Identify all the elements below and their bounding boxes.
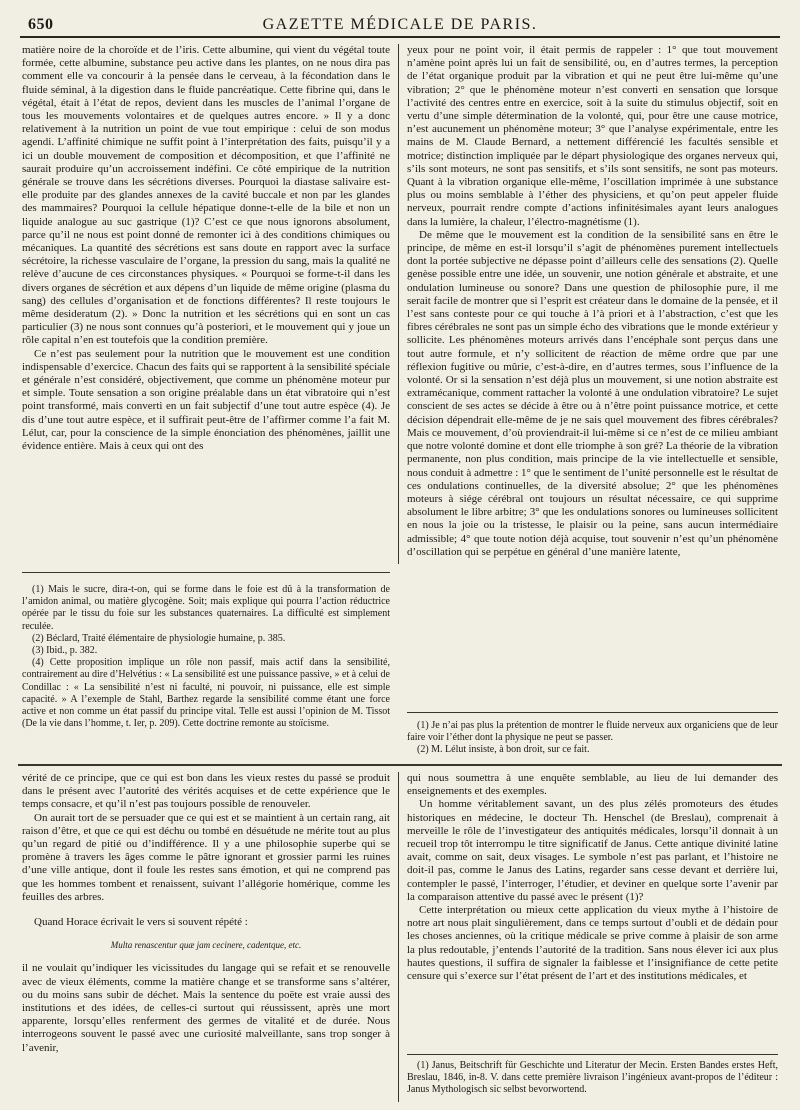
lower-footnote — [407, 1060, 778, 1104]
footnote-rule — [22, 572, 390, 573]
footnotes-left — [22, 584, 390, 734]
paragraph: On aurait tort de se persuader que ce qui est et se maintient à un certain rang, ait raison d’être, et que ce qui est déchu ou tombé en désuétude ne mérite tout au plus qu’un regard de pitié ou d’indifférence. Il y a une philosophie superbe qui se promène à travers les âges comme le pâtre ignorant et grossier parmi les ruines d’une ville antique, dont il foule les restes sans émotion, et qui ne comprend pas que les hommes tombent et renaissent, suivant l’allégorie homérique, comme les feuilles des arbres. — [22, 811, 390, 903]
paragraph: De même que le mouvement est la condition de la sensibilité sans en être le principe, de même en est-il lorsqu’il s’agit de phénomènes purement intellectuels dont la portée subjective ne dépasse point d’ailleurs celle des sensations (2). Quelle genèse possible entre une idée, un souvenir, une notion générale et abstraite, et une ondulation lumineuse ou sonore? Dans une question de philosophie pure, il me serait facile de montrer que si l’esprit est créateur dans le domaine de la pensée, et il l’est sans conteste pour ce qui touche à l’à priori et à l’abstraction, c’est que les fibres cérébrales ne sont pas un simple écho des vibrations que le monde extérieur y sollicite. Les phénomènes moteurs arrivés dans l’encéphale sont perçus dans une tout autre formule, et n’y sollicitent de réaction de même ordre que par une réflexion fugitive ou mûrie, c’est-à-dire, en d’autres termes, sous l’influence de la volonté. Or si la sensation n’est déjà plus un mouvement, si une notion abstraite est extramécanique, comment rattacher la volonté à une ondulation vibratoire? Le sujet conscient de ses actes se décide à être ou à n’être point puissance motrice, et cette décision dépendrait elle-même de je ne sais quel mouvement des fibres cérébrales? Mais ce mouvement, d’où proviendrait-il lui-même si ce n’est de ce milieu ambiant que notre volonté domine et dont elle triomphe à son gré? La théorie de la vibration permanente, non plus condition, mais principe de la vie intellectuelle et sensible, nous conduit à admettre : 1° que le sentiment de l’unité personnelle est le résultat de ces ondulations continuelles, de la diversité absolue; 2° que les phénomènes moteurs à siége cérébral ont toujours un résultat nécessaire, ce qui supprime absolument le libre arbitre; 3° que les ondulations sonores ou lumineuses sollicitent en nous la joie ou la tristesse, le plaisir ou la peine, sans aucun intermédiaire admissible; 4° que toute notion déjà acquise, tout souvenir n’est qu’un phénomène d’oscillation qui se perpétue en général d’une manière latente, — [407, 228, 778, 558]
section-divider — [18, 764, 782, 766]
page-header — [20, 12, 780, 38]
paragraph: il ne voulait qu’indiquer les vicissitudes du langage qui se refait et se renouvelle avec de vieux éléments, comme la matière change et se transforme sans s’altérer, ou du moins sans subir de déchet. Mais la sentence du poëte est vraie aussi des institutions et des idées, de celles-ci surtout qui réussissent, après une mort apparente, lorsqu’elles renferment des germes de vitalité et de durée. Nous interrogeons souvent le passé avec une curiosité malveillante, sans trop songer à l’avenir, — [22, 962, 390, 1054]
paragraph: qui nous soumettra à une enquête semblable, au lieu de lui demander des enseignements et des exemples. — [407, 772, 778, 798]
footnote: (4) Cette proposition implique un rôle non passif, mais actif dans la sensibilité, contrairement au dire d’Helvétius : « La sensibilité est une puissance passive, » et à celui de Condillac : « La sensibilité n’est ni faculté, ni pouvoir, ni puissance, elle est simple capacité. » A l’exemple de Stahl, Barthez regarde la sensibilité comme étant une force active et non comme un état passif du principe vital. Telle est aussi l’opinion de M. Tissot (De la vie dans l’homme, t. Ier, p. 209). Cette doctrine remonte au stoïcisme. — [22, 657, 390, 730]
footnote: (3) Ibid., p. 382. — [32, 645, 98, 657]
paragraph: yeux pour ne point voir, il était permis de rappeler : 1° que tout mouvement n’amène point après lui un fait de sensibilité, ou, en d’autres termes, la perception de l’état organique produit par la vibration et qui ne peut être lui-même qu’une vibration; 2° que le phénomène moteur n’est converti en sensation que lorsque l’activité des centres entre en exercice, soit à la suite du stimulus objectif, soit en vertu d’une simple détermination de la volonté, qui, pour être une cause motrice, n’est aucunement un phénomène moteur; 3° que l’analyse expérimentale, entre les mains de M. Claude Bernard, a nettement différencié les facultés sensible et motrice; distinction impliquée par le départ physiologique des organes nerveux qui, s’ils sont moteurs, ne sont pas sensitifs, et s’ils sont sensitifs, ne sont pas moteurs. Quant à la vibration organique elle-même, l’oscillation imprimée à une substance plus ou moins semblable à l’éther des physiciens, et qu’on peut appeler fluide nerveux, pourrait rendre compte d’actions infinitésimales ayant leurs analogues dans la lumière, la chaleur, l’électro-magnétisme (1). — [407, 44, 778, 228]
footnotes-right — [407, 720, 778, 760]
lower-column-left — [22, 772, 390, 1102]
footnote: (1) Je n’ai pas plus la prétention de montrer le fluide nerveux aux organiciens que de leur faire voir l’éther dont la physique ne peut se passer. — [407, 720, 778, 744]
latin-quote: Multa renascentur quæ jam cecinere, cadentque, etc. — [110, 940, 302, 951]
footnote-rule — [407, 712, 778, 713]
footnote-rule — [407, 1054, 778, 1055]
footnote: (1) Janus, Beitschrift für Geschichte und Literatur der Mecin. Ersten Bandes erstes Heft, Breslau, 1846, in-8. V. dans cette première livraison l’ingénieux avant-propos de l’éditeur : Janus Mythologisch sic selbst bevorwortend. — [407, 1060, 778, 1096]
paragraph: Ce n’est pas seulement pour la nutrition que le mouvement est une condition indispensable d’exercice. Chacun des faits qui se rapportent à la sensibilité spéciale et générale n’est considéré, objectivement, que comme un phénomène moteur pur et simple. Toute sensation a son origine préalable dans un état vibratoire qui n’est point transformé, mais converti en un fait subjectif d’une tout autre espèce (4). Je dis d’une tout autre espèce, et il suffirait peut-être de l’affirmer comme l’a fait M. Lélut, car, pour la conscience de la simple énonciation des phénomènes, jaillit une évidence entière. Mais à ceux qui ont des — [22, 347, 390, 453]
article-column-left — [22, 44, 390, 564]
column-divider — [398, 772, 399, 1102]
footnote: (2) Béclard, Traité élémentaire de physiologie humaine, p. 385. — [32, 632, 286, 644]
journal-title: GAZETTE MÉDICALE DE PARIS. — [262, 16, 538, 33]
page-number: 650 — [28, 16, 54, 33]
column-divider — [398, 44, 399, 564]
footnote: (1) Mais le sucre, dira-t-on, qui se forme dans le foie est dû à la transformation de l’amidon animal, ou matière glycogène. Soit; mais explique qui pourra l’action réductrice opérée par le tissu du foie sur les substances quaternaires. La difficulté est simplement reculée. — [22, 584, 390, 632]
paragraph: Un homme véritablement savant, un des plus zélés promoteurs des études historiques en médecine, le docteur Th. Henschel (de Breslau), comprenait à merveille le rôle de l’investigateur des antiquités médicales, lorsqu’il donnait à un recueil trop tôt interrompu le titre significatif de Janus. Cette antique divinité latine avait, comme on sait, deux visages. Le symbole n’est pas parlant, et l’histoire ne doit-il pas, comme le Janus des Latins, regarder sans cesse devant et derrière lui, contempler le passé, l’interroger, l’étudier, et deviner en quelque sorte l’avenir par la comparaison attentive du passé avec le présent (1)? — [407, 798, 778, 903]
paragraph: vérité de ce principe, que ce qui est bon dans les vieux restes du passé se produit dans le présent avec l’autorité des vérités acquises et de cette expérience que le temps consacre, et qu’il n’est pas toujours possible de renouveler. — [22, 772, 390, 811]
article-column-right — [407, 44, 778, 704]
lower-column-right — [407, 772, 778, 1048]
footnote: (2) M. Lélut insiste, à bon droit, sur ce fait. — [417, 744, 590, 756]
paragraph: Quand Horace écrivait le vers si souvent répété : — [34, 916, 248, 929]
paragraph: Cette interprétation ou mieux cette application du vieux mythe à l’histoire de notre art nous plait singulièrement, dans ce temps surtout d’oubli et de dédain pour les choses anciennes, où la critique médicale se prive comme à plaisir de son arme la plus redoutable, j’entends l’autorité de la tradition. Sans nous élever ici aux plus hautes questions, il suffira de signaler la faiblesse et l’insignifiance de cette petite censure qui s’exerce sur l’état présent de l’art et des institutions médicales, et — [407, 904, 778, 983]
paragraph: matière noire de la choroïde et de l’iris. Cette albumine, qui vient du végétal toute formée, cette albumine, substance peu active dans les plantes, on ne nous dira pas comment elle va concourir à la pensée dans le cerveau, à la fécondation dans le fluide séminal, à la digestion dans le fluide pancréatique. Cette fibrine qui, dans le végétal, était à l’état de repos, devient dans les muscles de l’animal l’organe de tous les mouvements volontaires et de quelques autres encore. » Il y a donc relativement à la nutrition un point de vue tout empirique : celui de son modus agendi. L’affinité chimique ne suffit point à l’interprétation des faits, puisqu’il y a ici un double mouvement de composition et décomposition, et que l’affinité ne saurait produire qu’un accroissement indéfini. Ce côté empirique de la nutrition générale se trouve dans les sécrétions diverses. Pourquoi la diastase salivaire est-elle produite par des glandes annexes de la cavité buccale et non par les glandes des mammaires? Pourquoi la cellule hépatique donne-t-elle de la bile et non un liquide analogue au suc gastrique (1)? C’est ce que nous ignorons absolument, parce qu’il ne nous est point donné de remonter ici à des conditions chimiques ou mécaniques. La quantité des sécrétions est sans doute en rapport avec la surface sécrétoire, la richesse vasculaire de l’organe, la pression du sang, mais la qualité ne relève d’aucune de ces circonstances physiques. « Pourquoi se forme-t-il dans les divers organes de sécrétion et aux dépens d’un liquide de même origine (plasma du sang) des cellules d’organisation et de fonctions différentes? Il reste toujours le même desideratum (2). » Donc la nutrition et les sécrétions qui en sont un cas particulier (3) ne nous sont connues qu’à posteriori, et le mouvement qui y joue un rôle capital n’en est toutefois que la condition première. — [22, 44, 390, 347]
